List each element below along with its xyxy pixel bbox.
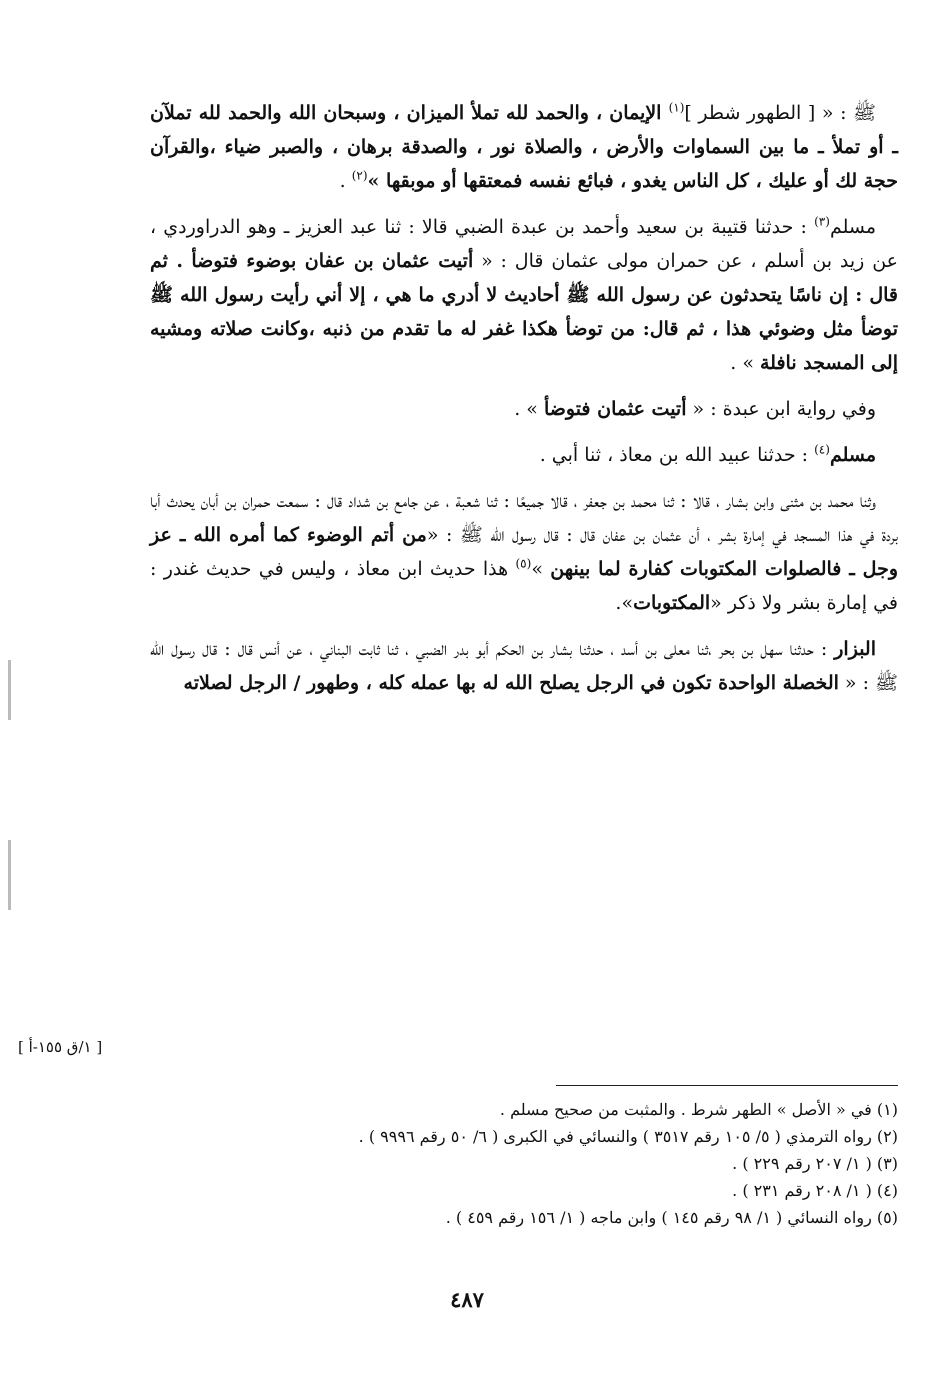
footnote-marker: (٢) (351, 168, 368, 183)
text-segment: أتيت عثمان فتوضأ (543, 398, 687, 420)
paragraph (150, 210, 898, 380)
paragraph (150, 438, 898, 472)
page-number: ٤٨٧ (450, 1287, 484, 1312)
scan-edge-mark (8, 660, 11, 720)
paragraph (150, 632, 898, 700)
text-segment: وثنا محمد بن مثنى وابن بشار ، قالا : ثنا محمد بن جعفر ، قالا جميعًا : ثنا شعبة ، عن جامع بن شداد قال : سمعت حمران بن أبان يحدث أبا بردة في هذا المسجد في إمارة بشر ، أن عثمان بن عفان قال : قال رسول الله ﷺ : « (150, 490, 898, 546)
footnote-separator (556, 1085, 898, 1086)
footnote: (٤) ( ١/ ٢٠٨ رقم ٢٣١ ) . (732, 1181, 898, 1200)
footnote-marker: (٥) (515, 556, 532, 571)
footnote-marker: (٣) (814, 214, 830, 229)
text-segment: وفي رواية ابن عبدة : « (686, 398, 876, 420)
footnote: (٣) ( ١/ ٢٠٧ رقم ٢٢٩ ) . (732, 1154, 898, 1173)
text-segment: من أتم الوضوء كما أمره الله ـ عز وجل ـ فالصلوات المكتوبات كفارة لما بينهن (150, 524, 898, 580)
paragraph (150, 96, 898, 198)
text-segment: ﷺ : « [ الطهور شطر ] (684, 102, 876, 124)
text-segment: : حدثنا قتيبة بن سعيد وأحمد بن عبدة الضبي قالا : ثنا عبد العزيز ـ وهو الدراوردي ، عن زيد بن أسلم ، عن حمران مولى عثمان قال : « (150, 216, 898, 272)
footnote: (٥) رواه النسائي ( ١/ ٩٨ رقم ١٤٥ ) وابن ماجه ( ١/ ١٥٦ رقم ٤٥٩ ) . (445, 1208, 898, 1227)
text-segment: أتيت عثمان بن عفان بوضوء فتوضأ . ثم قال : إن ناسًا يتحدثون عن رسول الله ﷺ أحاديث لا أدري ما هي ، إلا أني رأيت رسول الله ﷺ توضأ مثل وضوئي هذا ، ثم قال: من توضأ هكذا غفر له ما تقدم من ذنبه ،وكانت صلاته ومشيه إلى المسجد نافلة (150, 250, 898, 374)
paragraph (150, 392, 898, 426)
text-segment: : حدثنا سهل بن بحر ،ثنا معلى بن أسد ، حدثنا بشار بن الحكم أبو بدر الضبي ، ثنا ثابت البناني ، عن أنس قال : قال رسول الله ﷺ : « (150, 638, 898, 694)
text-segment: المكتوبات (633, 592, 711, 614)
footnote-marker: (٤) (814, 442, 830, 457)
text-segment: . (339, 170, 352, 192)
page-body (150, 96, 898, 712)
manuscript-folio-reference: [ ١/ق ١٥٥-أ ] (18, 1038, 103, 1056)
footnote: (٢) رواه الترمذي ( ٥/ ١٠٥ رقم ٣٥١٧ ) والنسائي في الكبرى ( ٦/ ٥٠ رقم ٩٩٩٦ ) . (358, 1127, 898, 1146)
text-segment: مسلم (829, 444, 876, 466)
paragraph (150, 484, 898, 620)
text-segment: : حدثنا عبيد الله بن معاذ ، ثنا أبي . (539, 444, 815, 466)
text-segment: مسلم (829, 216, 876, 238)
footnote: (١) في « الأصل » الطهر شرط . والمثبت من صحيح مسلم . (499, 1100, 898, 1119)
text-segment: » . (514, 398, 544, 420)
text-segment: الخصلة الواحدة تكون في الرجل يصلح الله له بها عمله كله ، وطهور / الرجل لصلاته (183, 672, 839, 694)
footnote-marker: (١) (668, 100, 685, 115)
text-segment: » . (730, 352, 760, 374)
text-segment: هذا حديث ابن معاذ ، وليس في حديث غندر : في إمارة بشر ولا ذكر « (150, 558, 898, 614)
text-segment: » (531, 558, 551, 580)
text-segment: الإيمان ، والحمد لله تملأ الميزان ، وسبحان الله والحمد لله تملآن ـ أو تملأ ـ ما بين السماوات والأرض ، والصلاة نور ، والصدقة برهان ، والصبر ضياء ،والقرآن حجة لك أو عليك ، كل الناس يغدو ، فبائع نفسه فمعتقها أو موبقها » (150, 102, 898, 192)
text-segment: ». (615, 592, 634, 614)
text-segment: البزار (834, 638, 876, 660)
footnotes (150, 1096, 898, 1231)
scan-edge-mark (8, 840, 11, 910)
